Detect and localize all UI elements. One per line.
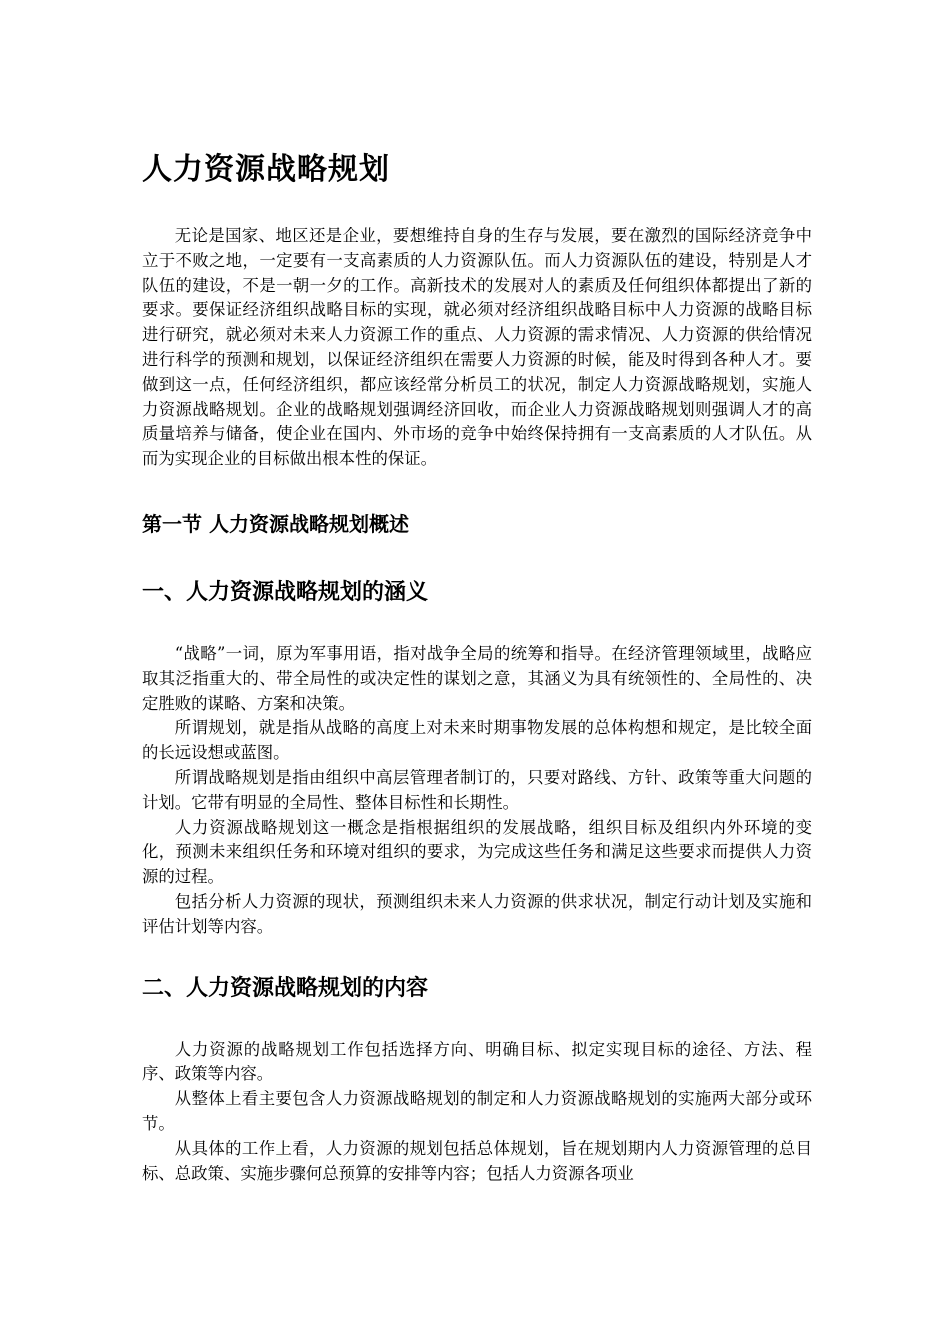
subsection-body-meaning: [142, 642, 812, 940]
document-title: 人力资源战略规划: [142, 152, 390, 187]
paragraph: 所谓战略规划是指由组织中高层管理者制订的，只要对路线、方针、政策等重大问题的计划。它带有明显的全局性、整体目标性和长期性。: [142, 767, 812, 812]
paragraph: 包括分析人力资源的现状，预测组织未来人力资源的供求状况，制定行动计划及实施和评估计划等内容。: [142, 891, 812, 936]
paragraph: 从整体上看主要包含人力资源战略规划的制定和人力资源战略规划的实施两大部分或环节。: [142, 1089, 812, 1133]
paragraph: 从具体的工作上看，人力资源的规划包括总体规划，旨在规划期内人力资源管理的总目标、总政策、实施步骤何总预算的安排等内容；包括人力资源各项业: [142, 1138, 812, 1183]
document-page: [142, 150, 812, 1186]
paragraph: 所谓规划，就是指从战略的高度上对未来时期事物发展的总体构想和规定，是比较全面的长远设想或蓝图。: [142, 718, 812, 763]
paragraph: 人力资源战略规划这一概念是指根据组织的发展战略，组织目标及组织内外环境的变化，预测未来组织任务和环境对组织的要求，为完成这些任务和满足这些要求而提供人力资源的过程。: [142, 817, 812, 887]
section-title: 第一节 人力资源战略规划概述: [142, 511, 409, 536]
subsection-title-meaning: 一、人力资源战略规划的涵义: [142, 579, 429, 605]
paragraph: “战略”一词，原为军事用语，指对战争全局的统筹和指导。在经济管理领域里，战略应取其泛指重大的、带全局性的或决定性的谋划之意，其涵义为具有统领性的、全局性的、决定胜败的谋略、方案和决策。: [142, 643, 812, 713]
intro-paragraph: 无论是国家、地区还是企业，要想维持自身的生存与发展，要在激烈的国际经济竞争中立于不败之地，一定要有一支高素质的人力资源队伍。而人力资源队伍的建设，特别是人才队伍的建设，不是一朝一夕的工作。高新技术的发展对人的素质及任何组织体都提出了新的要求。要保证经济组织战略目标的实现，就必须对经济组织战略目标中人力资源的战略目标进行研究，就必须对未来人力资源工作的重点、人力资源的需求情况、人力资源的供给情况进行科学的预测和规划，以保证经济组织在需要人力资源的时候，能及时得到各种人才。要做到这一点，任何经济组织，都应该经常分析员工的状况，制定人力资源战略规划，实施人力资源战略规划。企业的战略规划强调经济回收，而企业人力资源战略规划则强调人才的高质量培养与储备，使企业在国内、外市场的竞争中始终保持拥有一支高素质的人才队伍。从而为实现企业的目标做出根本性的保证。: [142, 226, 812, 469]
paragraph: 人力资源的战略规划工作包括选择方向、明确目标、拟定实现目标的途径、方法、程序、政策等内容。: [142, 1039, 812, 1084]
subsection-title-content: 二、人力资源战略规划的内容: [142, 975, 429, 1001]
subsection-body-content: [142, 1038, 812, 1187]
